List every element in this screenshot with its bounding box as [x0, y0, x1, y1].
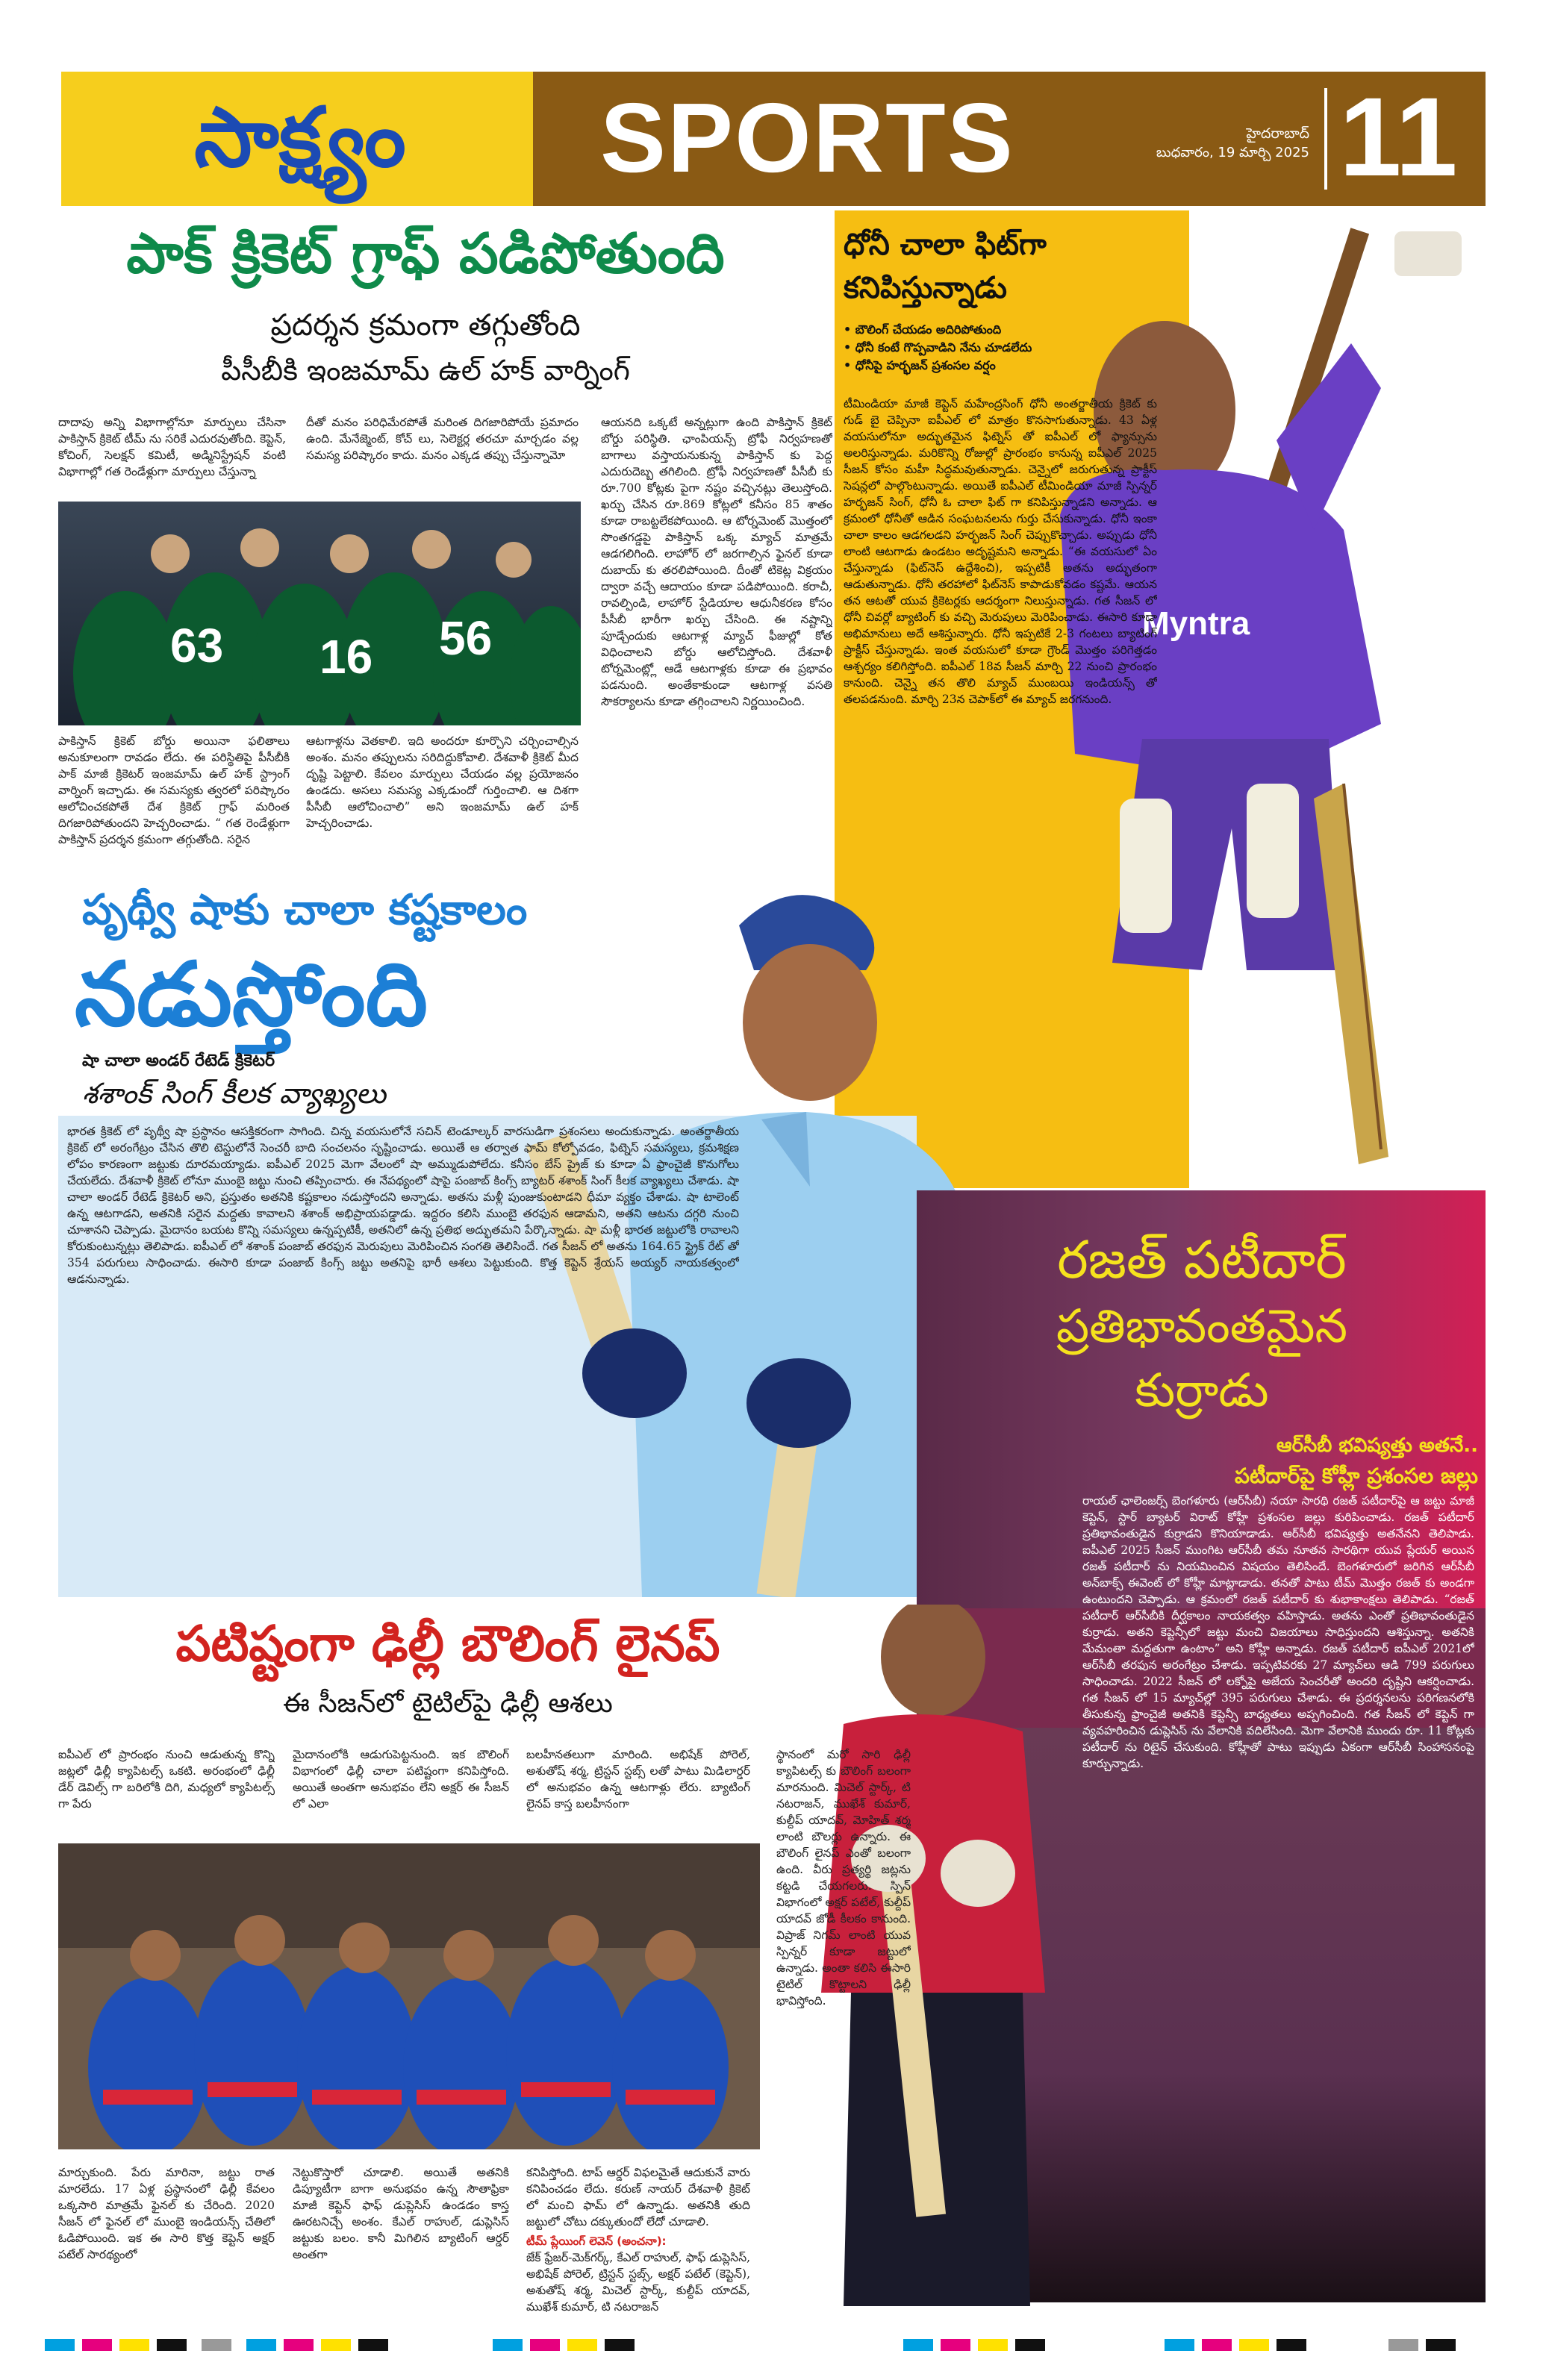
dhoni-headline-1: ధోనీ చాలా ఫిట్‌గా [844, 228, 1047, 262]
prithvi-subhead-1: షా చాలా అండర్ రేటెడ్ క్రికెటర్ [82, 1052, 275, 1070]
pak-cricket-bottom-col-2: ఆటగాళ్లను వెతకాలి. ఇది అందరూ కూర్చొని చర్చించాల్సిన అంశం. మనం తప్పులను సరిదిద్దుకోవాలి. దేశవాళీ క్రికెట్ మీద దృష్టి పెట్టాలి. కేవలం మార్పులు చేయడం వల్ల ప్రయోజనం ఉండదు. అసలు సమస్య ఎక్కడుందో గుర్తించాలి. ఆ దిశగా పీసీబీ ఆలోచించాలి” అని ఇంజమామ్ ఉల్ హక్ హెచ్చరించాడు. [306, 734, 579, 830]
masthead-section-title: SPORTS [600, 83, 1014, 193]
pak-cricket-subhead-1: ప్రదర్శన క్రమంగా తగ్గుతోంది [270, 308, 581, 343]
delhi-squad-label: టీమ్ ప్లేయింగ్ లెవెన్ (అంచనా): [526, 2234, 667, 2248]
dhoni-bullet-3: • ధోనీపై హర్భజన్ ప్రశంసల వర్షం [844, 358, 996, 372]
svg-text:Myntra: Myntra [1142, 605, 1250, 642]
rajat-headline-2: ప్రతిభావంతమైన [1056, 1299, 1347, 1353]
rajat-headline-3: కుర్రాడు [1135, 1363, 1269, 1417]
pak-cricket-subhead-2: పీసీబీకి ఇంజమామ్ ఉల్ హక్ వార్నింగ్ [221, 354, 630, 387]
svg-text:63: 63 [170, 619, 224, 672]
dhoni-bullet-1: • బౌలింగ్ చేయడం అదిరిపోతుంది [844, 322, 1002, 337]
rajat-subhead-1: ఆర్‌సీబీ భవిష్యత్తు అతనే.. [1276, 1434, 1478, 1457]
print-registration-bar [45, 2336, 1500, 2354]
delhi-col-2-top: మైదానంలోకి ఆడుగుపెట్టనుంది. ఇక బౌలింగ్ విభాగంలో ఢిల్లీ చాలా పటిష్టంగా కనిపిస్తోంది. అయితే అంతగా అనుభవం లేని అక్షర్ ఈ సీజన్ లో ఎలా [293, 1748, 509, 1811]
rajat-subhead-2: పటీదార్‌పై కోహ్లీ ప్రశంసల జల్లు [1235, 1464, 1478, 1488]
dhoni-bullets [844, 321, 1179, 375]
masthead-logo: సాక్ష్యం [194, 90, 406, 185]
pak-cricket-col-2: దీతో మనం పరిధిమేరపోతే మరింత దిగజారిపోయే ప్రమాదం ఉంది. మేనేజ్మెంట్, కోచ్ లు, సెలెక్టర్ల తరచూ మార్చడం వల్ల సమస్య పరిష్కారం కాదు. మనం ఎక్కడ తప్పు చేస్తున్నామో [306, 416, 579, 462]
delhi-col-3-top: బలహీనతలుగా మారింది. అభిషేక్ పోరెల్, అశుతోష్ శర్మ, ట్రిస్టన్ స్టబ్స్ లతో పాటు మిడిలార్డర్ లో అనుభవం ఉన్న ఆటగాళ్లు లేరు. బ్యాటింగ్ లైనప్ కాస్త బలహీనంగా [526, 1748, 750, 1811]
pak-cricket-col-1: దాదాపు అన్ని విభాగాల్లోనూ మార్పులు చేసినా పాకిస్తాన్ క్రికెట్ టీమ్ ను సరికే ఎదురవుతోంది. కెప్టెన్, కోచింగ్, సెలక్షన్ కమిటీ, అడ్మినిస్ట్రేషన్ వంటి విభాగాల్లో గత రెండేళ్లుగా మార్పులు చేస్తున్నా [58, 416, 286, 478]
masthead-date: బుధవారం, 19 మార్చి 2025 [1156, 145, 1309, 160]
page-number: 11 [1339, 74, 1458, 199]
delhi-bottom-col-1: మార్చుకుంది. పేరు మారినా, జట్టు రాత మారలేదు. 17 ఏళ్ల ప్రస్థానంలో ఢిల్లీ కేవలం ఒక్కసారి మాత్రమే ఫైనల్ కు చేరింది. 2020 సీజన్ లో ఫైనల్ లో ముంబై ఇండియన్స్ చేతిలో ఓడిపోయింది. ఇక ఈ సారి కొత్త కెప్టెన్ అక్షర్ పటేల్ సారథ్యంలో [58, 2166, 275, 2261]
delhi-headline: పటిష్టంగా ఢిల్లీ బౌలింగ్ లైనప్ [175, 1615, 720, 1672]
masthead [61, 72, 1486, 206]
delhi-squad: జేక్ ఫ్రేజర్-మెక్‌గర్క్, కేఎల్ రాహుల్, ఫాఫ్ డుప్లెసిస్, అభిషేక్ పోరెల్, ట్రిస్టన్ స్టబ్స్, అక్షర్ పటేల్ (కెప్టెన్), అశుతోష్ శర్మ, మిచెల్ స్టార్క్, కుల్దీప్ యాదవ్, ముఖేశ్ కుమార్, టి నటరాజన్ [526, 2251, 750, 2314]
dhoni-headline-2: కనిపిస్తున్నాడు [844, 271, 1007, 305]
masthead-divider [1324, 88, 1327, 190]
delhi-col-1-top: ఐపీఎల్ లో ప్రారంభం నుంచి ఆడుతున్న కొన్ని జట్లలో ఢిల్లీ క్యాపిటల్స్ ఒకటి. అరంభంలో ఢిల్లీ డేర్ డెవిల్స్ గా బరిలోకి దిగి, మధ్యలో క్యాపిటల్స్ గా పేరు [58, 1748, 275, 1811]
masthead-dateline [1123, 124, 1309, 163]
svg-text:56: 56 [439, 611, 493, 665]
prithvi-subhead-2: శశాంక్ సింగ్ కీలక వ్యాఖ్యలు [82, 1077, 387, 1110]
rajat-body: రాయల్ ఛాలెంజర్స్ బెంగళూరు (ఆర్‌సీబీ) నయా సారథి రజత్ పటీదార్‌పై ఆ జట్టు మాజీ కెప్టెన్, స్టార్ బ్యాటర్ విరాట్ కోహ్లీ ప్రశంసల జల్లు కురిపించాడు. రజత్ పటీదార్ ప్రతిభావంతుడైన కుర్రాడని కొనియాడాడు. ఆర్‌సీబీ భవిష్యత్తు అతనేనని తెలిపాడు. ఐపీఎల్ 2025 సీజన్ ముంగిట ఆర్‌సీబీ తమ నూతన సారథిగా యువ ప్లేయర్ అయిన రజత్ పటీదార్ ను నియమించిన విషయం తెలిసిందే. బెంగళూరులో జరిగిన ఆర్‌సీబీ అన్‌బాక్స్ ఈవెంట్ లో కోహ్లీ మాట్లాడాడు. తనతో పాటు టీమ్ మొత్తం రజత్ కు అండగా ఉంటుందని చెప్పాడు. ఆ క్రమంలో రజత్ పటీదార్ కు శుభాకాంక్షలు తెలిపాడు. “రజత్ పటీదార్ ఆర్‌సీబీకి దీర్ఘకాలం నాయకత్వం వహిస్తాడు. అతను ఎంతో ప్రతిభావంతుడైన కుర్రాడు. అతని కెప్టెన్సీలో జట్టు మంచి విజయాలు సాధిస్తుందని ఆశిస్తున్నా. అతనికి మేమంతా మద్దతుగా ఉంటాం” అని కోహ్లీ అన్నాడు. రజత్ పటీదార్ ఐపీఎల్ 2021లో ఆర్‌సీబీ తరఫున అరంగేట్రం చేశాడు. ఇప్పటివరకు 27 మ్యాచ్‌లు ఆడి 799 పరుగులు సాధించాడు. 2022 సీజన్ లో లక్నోపై అజేయ సెంచరీతో అందరి దృష్టిని ఆకర్షించాడు. గత సీజన్ లో 15 మ్యాచ్‌ల్లో 395 పరుగులు చేశాడు. ఈ ప్రదర్శనలను పరిగణనలోకి తీసుకున్న ఫ్రాంచైజీ అతనికి కెప్టెన్సీ బాధ్యతలు అప్పగించింది. గత సీజన్ లో కెప్టెన్ గా వ్యవహరించిన డుప్లెసిస్ ను వేలానికి వదిలేసింది. మెగా వేలానికి ముందు రూ. 11 కోట్లకు పటీదార్ ను రిటైన్ చేసుకుంది. కోహ్లీతో పాటు ఇప్పుడు ఏకంగా ఆర్‌సీబీ సింహాసనంపై కూర్చున్నాడు. [1082, 1494, 1474, 1770]
prithvi-headline-1: పృథ్వీ షాకు చాలా కష్టకాలం [82, 886, 528, 934]
delhi-bottom-col-2: నెట్టుకొస్తారో చూడాలి. అయితే అతనికి డిప్యూటీగా బాగా అనుభవం ఉన్న సౌతాఫ్రికా మాజీ కెప్టెన్ ఫాఫ్ డుప్లెసిస్ ఉండడం కాస్త ఊరటనిచ్చే అంశం. కేఎల్ రాహుల్, డుప్లెసిస్ జట్టుకు బలం. కానీ మిగిలిన బ్యాటింగ్ ఆర్డర్ అంతగా [293, 2166, 509, 2261]
pak-cricket-headline: పాక్ క్రికెట్ గ్రాఫ్ పడిపోతుంది [126, 222, 725, 286]
masthead-city: హైదరాబాద్ [1246, 125, 1309, 142]
delhi-col-4: స్థానంలో మరో సారి ఢిల్లీ క్యాపిటల్స్ కు బౌలింగ్ బలంగా మారనుంది. మిచెల్ స్టార్క్, టి నటరాజన్, ముఖేశ్ కుమార్, కుల్దీప్ యాదవ్, మోహిత్ శర్మ లాంటి బౌలర్లు ఉన్నారు. ఈ బౌలింగ్ లైనప్ ఎంతో బలంగా ఉంది. వీరు ప్రత్యర్థి జట్లను కట్టడి చేయగలరు. స్పిన్ విభాగంలో అక్షర్ పటేల్, కుల్దీప్ యాదవ్ జోడీ కీలకం కానుంది. విప్రాజ్ నిగమ్ లాంటి యువ స్పిన్నర్ కూడా జట్టులో ఉన్నాడు. అంతా కలిసి ఈసారి టైటిల్ కొట్టాలని ఢిల్లీ భావిస్తోంది. [776, 1748, 911, 2008]
delhi-team-photo [58, 1843, 760, 2149]
pak-cricket-col-3: ఆయనది ఒక్కటే అన్నట్లుగా ఉంది పాకిస్తాన్ క్రికెట్ బోర్డు పరిస్థితి. ఛాంపియన్స్ ట్రోఫీ నిర్వహణతో బాగాలు వస్తాయనుకున్న పాకిస్తాన్ కు పెద్ద ఎదురుదెబ్బ తగిలింది. ట్రోఫీ నిర్వహణతో పీసీబీ కు రూ.700 కోట్లకు పైగా నష్టం వచ్చినట్లు తెలుస్తోంది. ఖర్చు చేసిన రూ.869 కోట్లలో కనీసం 85 శాతం కూడా రాబట్టలేకపోయింది. ఆ టోర్నమెంట్ మొత్తంలో సొంతగడ్డపై పాకిస్తాన్ ఒక్క మ్యాచ్ మాత్రమే ఆడగలిగింది. లాహోర్ లో జరగాల్సిన ఫైనల్ కూడా దుబాయ్ కు తరలిపోయింది. దీంతో టికెట్ల విక్రయం ద్వారా వచ్చే ఆదాయం కూడా పడిపోయింది. కరాచీ, రావల్పిండి, లాహోర్ స్టేడియాల ఆధునీకరణ కోసం పీసీబీ భారీగా ఖర్చు చేసింది. ఈ నష్టాన్ని పూడ్చేందుకు ఆటగాళ్ల మ్యాచ్ ఫీజుల్లో కోత విధించాలని బోర్డు ఆలోచిస్తోంది. దేశవాళీ టోర్నమెంట్ల్లో ఆడే ఆటగాళ్లకు కూడా ఈ ప్రభావం పడనుంది. అంతేకాకుండా ఆటగాళ్ల వసతి సౌకర్యాలను కూడా తగ్గించాలని నిర్ణయించింది. [601, 416, 832, 708]
masthead-logo-block [61, 72, 533, 206]
pak-cricket-bottom-col-1: పాకిస్తాన్ క్రికెట్ బోర్డు అయినా ఫలితాలు అనుకూలంగా రావడం లేదు. ఈ పరిస్థితిపై పీసీబీకి పాక్ మాజీ క్రికెటర్ ఇంజమామ్ ఉల్ హక్ స్ట్రాంగ్ వార్నింగ్ ఇచ్చాడు. ఈ సమస్యకు త్వరలో పరిష్కారం ఆలోచించకపోతే దేశ క్రికెట్ గ్రాఫ్ మరింత దిగజారిపోతుందని హెచ్చరించాడు. “ గత రెండేళ్లుగా పాకిస్తాన్ ప్రదర్శన క్రమంగా తగ్గుతోంది. సరైన [58, 734, 290, 846]
dhoni-bullet-2: • ధోనీ కంటే గొప్పవాడిని నేను చూడలేదు [844, 340, 1032, 354]
prithvi-body: భారత క్రికెట్ లో పృథ్వీ షా ప్రస్థానం ఆసక్తికరంగా సాగింది. చిన్న వయసులోనే సచిన్ టెండూల్కర్ వారసుడిగా ప్రశంసలు అందుకున్నాడు. అంతర్జాతీయ క్రికెట్ లో అరంగేట్రం చేసిన తొలి టెస్టులోనే సెంచరీ బాది సంచలనం సృష్టించాడు. అయితే ఆ తర్వాత ఫామ్ కోల్పోవడం, ఫిట్నెస్ సమస్యలు, క్రమశిక్షణ లోపం కారణంగా జట్టుకు దూరమయ్యాడు. ఐపీఎల్ 2025 మెగా వేలంలో షా అమ్ముడుపోలేదు. కనీసం బేస్ ప్రైజ్ కు కూడా ఏ ఫ్రాంచైజీ కొనుగోలు చేయలేదు. దేశవాళీ క్రికెట్ లోనూ ముంబై జట్టు నుంచి తప్పించారు. ఈ నేపథ్యంలో షాపై పంజాబ్ కింగ్స్ బ్యాటర్ శశాంక్ సింగ్ కీలక వ్యాఖ్యలు చేశాడు. షా చాలా అండర్ రేటెడ్ క్రికెటర్ అని, ప్రస్తుతం అతనికి కష్టకాలం నడుస్తోందని అన్నాడు. అతను మళ్లీ పుంజుకుంటాడని ధీమా వ్యక్తం చేశాడు. షా టాలెంట్ ఉన్న ఆటగాడని, అతనికి సరైన మద్దతు కావాలని శశాంక్ అభిప్రాయపడ్డాడు. ఇద్దరం కలిసి ముంబై తరఫున ఆడామని, అతని ఆటను దగ్గరి నుంచి చూశానని చెప్పాడు. మైదానం బయట కొన్ని సమస్యలు ఉన్నప్పటికీ, అతనిలో ఉన్న ప్రతిభ అద్భుతమని పేర్కొన్నాడు. షా మళ్లీ భారత జట్టులోకి రావాలని కోరుకుంటున్నట్లు తెలిపాడు. ఐపీఎల్ లో శశాంక్ పంజాబ్ తరఫున మెరుపులు మెరిపించిన సంగతి తెలిసిందే. గత సీజన్ లో అతను 164.65 స్ట్రైక్ రేట్ తో 354 పరుగులు సాధించాడు. ఈసారి కూడా పంజాబ్ కింగ్స్ జట్టు అతనిపై భారీ ఆశలు పెట్టుకుంది. కొత్త కెప్టెన్ శ్రేయస్ అయ్యర్ నాయకత్వంలో ఆడనున్నాడు. [67, 1125, 739, 1286]
delhi-bottom-col-3: కనిపిస్తోంది. టాప్ ఆర్డర్ విఫలమైతే ఆదుకునే వారు కనిపించడం లేదు. కరుణ్ నాయర్ దేశవాళీ క్రికెట్ లో మంచి ఫామ్ లో ఉన్నాడు. అతనికి తుది జట్టులో చోటు దక్కుతుందో లేదో చూడాలి. [526, 2166, 750, 2228]
dhoni-body: టీమిండియా మాజీ కెప్టెన్ మహేంద్రసింగ్ ధోనీ అంతర్జాతీయ క్రికెట్ కు గుడ్ బై చెప్పినా ఐపీఎల్ లో మాత్రం కొనసాగుతున్నాడు. 43 ఏళ్ల వయసులోనూ అద్భుతమైన ఫిట్నెస్ తో ఐపీఎల్ లో ఫ్యాన్సును అలరిస్తున్నాడు. మరికొన్ని రోజుల్లో ప్రారంభం కానున్న ఐపీఎల్ 2025 సీజన్ కోసం మహీ సిద్ధమవుతున్నాడు. చెన్నైలో జరుగుతున్న ప్రాక్టీస్ సెషన్లలో పాల్గొంటున్నాడు. అయితే ఐపీఎల్ టీమిండియా మాజీ స్పిన్నర్ హర్భజన్ సింగ్, ధోనీ ఓ చాలా ఫిట్ గా కనిపిస్తున్నాడని అన్నాడు. ఆ క్రమంలో ధోనీతో ఆడిన సంఘటనలను గుర్తు చేసుకున్నాడు. ధోనీ ఇంకా చాలా కాలం ఆడగలడని హర్భజన్ సింగ్ చెప్పుకొచ్చాడు. అప్పుడు ధోనీ లాంటి ఆటగాడు ఉండటం అదృష్టమని అన్నాడు. “ఈ వయసులో ఏం చేస్తున్నాడు (ఫిట్‌నెస్ ఉద్దేశించి), ఇప్పటికీ అతను అద్భుతంగా ఆడుతున్నాడు. ధోనీ తరహాలో ఫిట్‌నెస్ కాపాడుకోవడం కష్టమే. ఆయన తన ఆటతో యువ క్రికెటర్లకు ఆదర్శంగా నిలుస్తున్నాడు. గత సీజన్ లో ధోనీ చివర్లో బ్యాటింగ్ కు వచ్చి మెరుపులు మెరిపించాడు. ఈసారి కూడా అభిమానులు అదే ఆశిస్తున్నారు. ధోనీ ఇప్పటికే 2-3 గంటలు బ్యాటింగ్ ప్రాక్టీస్ చేస్తున్నాడు. ఇంత వయసులో కూడా గ్రౌండ్ మొత్తం పరిగెత్తడం ఆశ్చర్యం కలిగిస్తోంది. ఐపీఎల్ 18వ సీజన్ మార్చి 22 నుంచి ప్రారంభం కానుంది. చెన్నై తన తొలి మ్యాచ్ ముంబయి ఇండియన్స్ తో తలపడనుంది. మార్చి 23న చెపాక్‌లో ఈ మ్యాచ్ జరగనుంది. [844, 397, 1157, 706]
masthead-section-block [533, 72, 1486, 206]
svg-text:16: 16 [319, 630, 373, 684]
prithvi-headline-2: నడుస్తోంది [75, 943, 428, 1046]
rajat-headline-1: రజత్ పటీదార్ [1057, 1229, 1347, 1290]
delhi-subhead: ఈ సీజన్‌లో టైటిల్‌పై ఢిల్లీ ఆశలు [283, 1688, 613, 1719]
pakistan-team-photo [58, 502, 581, 725]
